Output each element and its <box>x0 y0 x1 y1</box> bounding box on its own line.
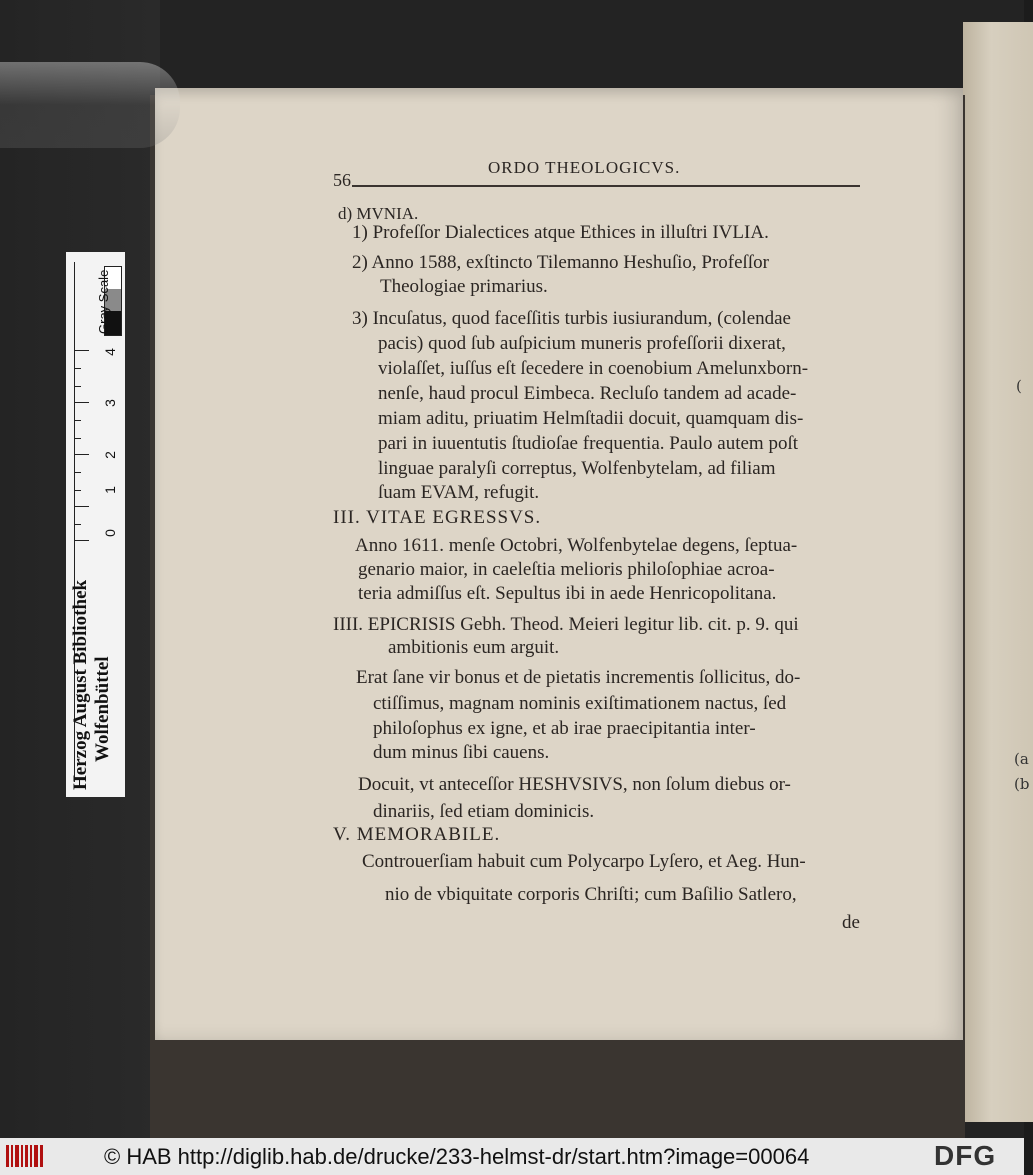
glass-weight <box>0 62 180 148</box>
text-line: ſuam EVAM, refugit. <box>378 482 540 503</box>
scale-number: 2 <box>101 451 118 459</box>
text-line: pari in iuuentutis ſtudioſae frequentia. Paulo autem poſt <box>378 433 799 454</box>
text-line: Anno 1611. menſe Octobri, Wolfenbytelae degens, ſeptua- <box>355 535 798 556</box>
institution-line-2: Wolfenbüttel <box>92 656 113 762</box>
text-line: Controuerſiam habuit cum Polycarpo Lyſero, et Aeg. Hun- <box>362 851 806 872</box>
copyright-url: © HAB http://diglib.hab.de/drucke/233-helmst-dr/start.htm?image=00064 <box>104 1144 810 1169</box>
text-line: Theologiae primarius. <box>380 276 548 297</box>
running-head: ORDO THEOLOGICVS. <box>488 158 681 177</box>
facing-page-edge: ( (a (b <box>963 22 1033 1122</box>
text-line: ctiſſimus, magnam nominis exiſtimationem nactus, ſed <box>373 693 787 714</box>
text-line: d) MVNIA. <box>338 204 419 223</box>
institution-line-1: Herzog August Bibliothek <box>70 579 91 790</box>
scale-number: 3 <box>101 399 118 407</box>
scale-number: 0 <box>101 529 118 537</box>
text-line: ambitionis eum arguit. <box>388 637 560 658</box>
catchword: de <box>842 912 860 933</box>
section-heading: V. MEMORABILE. <box>333 824 501 845</box>
text-line: 2) Anno 1588, exſtincto Tilemanno Heshuſio, Profeſſor <box>352 252 769 273</box>
section-heading: III. VITAE EGRESSVS. <box>333 507 542 528</box>
text-line: nio de vbiquitate corporis Chriſti; cum Baſilio Satlero, <box>385 884 797 905</box>
header-rule <box>352 185 860 187</box>
text-line: genario maior, in caeleſtia melioris philoſophiae acroa- <box>358 559 775 580</box>
dfg-logo: DFG <box>934 1140 997 1171</box>
text-line: Erat ſane vir bonus et de pietatis incrementis ſollicitus, do- <box>356 667 801 688</box>
text-line: 3) Incuſatus, quod faceſſitis turbis iusiurandum, (colendae <box>352 308 791 329</box>
text-line: Docuit, vt anteceſſor HESHVSIVS, non ſolum diebus or- <box>358 774 791 795</box>
section-heading: IIII. EPICRISIS Gebh. Theod. Meieri legitur lib. cit. p. 9. qui <box>333 614 799 635</box>
page-number: 56 <box>333 170 351 190</box>
institution-label <box>70 580 114 790</box>
text-line: philoſophus ex igne, et ab irae praecipitantia inter- <box>373 718 756 739</box>
text-line: dum minus ſibi cauens. <box>373 742 550 763</box>
barcode-icon <box>6 1143 46 1169</box>
text-line: teria admiſſus eſt. Sepultus ibi in aede Henricopolitana. <box>358 583 777 604</box>
gray-scale-label: Gray Scale <box>96 269 111 334</box>
text-line: pacis) quod ſub auſpicium muneris profeſſorii dixerat, <box>378 333 786 354</box>
text-line: miam aditu, priuatim Helmſtadii docuit, quamquam dis- <box>378 408 804 429</box>
footer-bar <box>0 1138 1024 1175</box>
scale-number: 1 <box>101 486 118 494</box>
text-line: nenſe, haud procul Eimbeca. Recluſo tandem ad acade- <box>378 383 797 404</box>
text-line: linguae paralyſi correptus, Wolfenbytelam, ad filiam <box>378 458 776 479</box>
text-line: 1) Profeſſor Dialectices atque Ethices in illuſtri IVLIA. <box>352 222 769 243</box>
text-line: violaſſet, iuſſus eſt ſecedere in coenobium Amelunxborn- <box>378 358 809 379</box>
text-line: dinariis, ſed etiam dominicis. <box>373 801 595 822</box>
scale-number: 4 <box>101 348 118 356</box>
